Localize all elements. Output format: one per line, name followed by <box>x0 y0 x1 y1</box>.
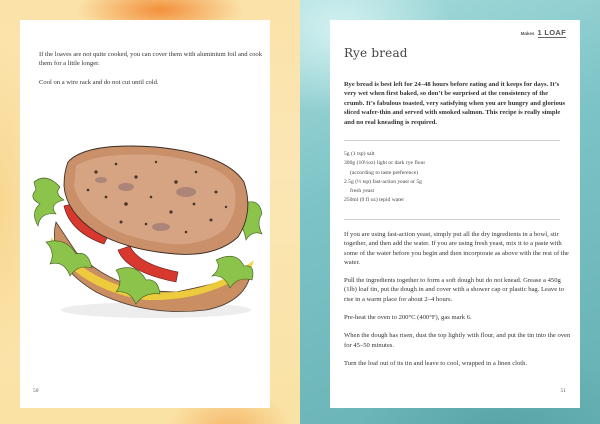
recipe-title: Rye bread <box>344 46 408 60</box>
divider <box>344 140 560 141</box>
page-number: 51 <box>560 388 566 394</box>
ingredients-list <box>344 150 564 206</box>
divider <box>344 219 560 220</box>
ingredient-item: 300g (10½oz) light or dark rye flour <box>344 160 426 167</box>
paragraph: Cool on a wire rack and do not cut until cold. <box>39 78 159 86</box>
ingredient-item-note: (according to taste preference) <box>350 169 419 176</box>
right-page-card <box>330 20 580 408</box>
method-step: If you are using fast-action yeast, simply put all the dry ingredients in a bowl, stir together, and then add the water. If you are using fresh yeast, mix it to a paste with some of the water before you begin and then incorporate as above with the rest of the water. <box>344 231 569 266</box>
recipe-intro: Rye bread is best left for 24–48 hours before eating and it keeps for days. It’s very wet when first baked, so don’t be surprised at the consistency of the crumb. It’s fabulous toasted, very satisfying when you are hungry and glorious sliced wafer-thin and served with smoked salmon. This recipe is really simple and no real kneading is required. <box>344 81 566 126</box>
right-page <box>300 0 600 424</box>
page-number: 50 <box>33 388 39 394</box>
ingredient-item: 2.5g (½ tsp) fast-action yeast or 5g <box>344 178 422 185</box>
ingredient-item: 250ml (9 fl oz) tepid water <box>344 197 405 204</box>
yield-label <box>521 28 566 38</box>
left-page-text <box>39 50 264 96</box>
paragraph: If the loaves are not quite cooked, you can cover them with aluminium foil and cook them for a little longer. <box>39 51 263 68</box>
left-page-card <box>20 20 270 408</box>
method-step: Turn the loaf out of its tin and leave to cool, wrapped in a linen cloth. <box>344 359 528 367</box>
ingredient-item: 5g (1 tsp) salt <box>344 151 375 157</box>
method-step: Pre-heat the oven to 200°C (400°F), gas mark 6. <box>344 314 472 322</box>
ingredient-item-note: fresh yeast <box>350 188 375 195</box>
sandwich-illustration <box>26 142 266 320</box>
yield-prefix: Makes <box>520 31 535 36</box>
method-step: When the dough has risen, dust the top lightly with flour, and put the tin into the oven for 45–50 minutes. <box>344 332 571 349</box>
method-step: Pull the ingredients together to form a soft dough but do not knead. Grease a 450g (1lb) loaf tin, put the dough in and cover with a shower cap or plastic bag. Leave to rise in a warm place for about 2–4 hours. <box>344 277 564 303</box>
method-steps <box>344 230 572 377</box>
yield-quantity: 1 LOAF <box>537 28 566 37</box>
